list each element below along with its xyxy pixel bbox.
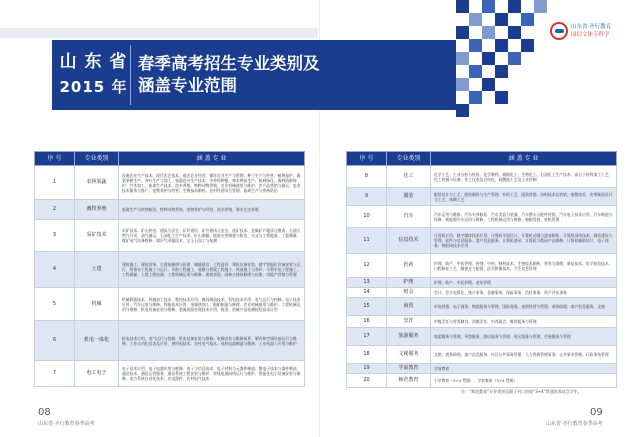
row-scope: 机电技术应用、电气运行与控制、机电设备安装与维修、电梯安装与维修保养、制冷和空调设备运行与维修、工业自动化仪表及应用、供用电技术、农村电气技术、电机电器制造与维修、工业机器人应用与维护 <box>119 321 305 361</box>
row-scope: 机械制造技术、机械加工技术、数控技术应用、模具制造技术、机电技术应用、电气运行与控制、电子技术应用、汽车运用与维修、焊接技术应用、金属热加工、船舶制造与修理、农业机械使用与维护、工程机械运用与维修、机电设备安装与维修、金属表面处理技术应用、钣金、机械产品检测检验技术应用 <box>119 288 305 321</box>
row-category: 信息技术 <box>387 228 431 254</box>
row-number: 1 <box>35 166 75 200</box>
footnote: 注：“师范教育”专业类别仅限于对口招收“3+4”贯通培养试点学生。 <box>461 389 582 394</box>
checker-square <box>495 65 508 78</box>
row-scope: 小学教育（3+4 贯通）、学前教育（3+4 贯通） <box>431 374 617 388</box>
header-scope: 涵 盖 专 业 <box>431 152 617 166</box>
year-label: 2015 年 <box>59 78 128 96</box>
row-number: 11 <box>347 228 387 254</box>
row-number: 12 <box>347 254 387 278</box>
row-category: 机电一体化 <box>75 321 119 361</box>
table-row <box>347 166 617 188</box>
row-scope: 文秘、商务助理、客户信息服务、社区公共事务管理、人力资源管理事务、公共事业管理、行政事务管理 <box>431 346 617 364</box>
checker-square <box>469 39 482 52</box>
row-number: 13 <box>347 278 387 288</box>
row-number: 14 <box>347 288 387 298</box>
footer-caption-right: 山东省·齐行教育春季高考 <box>546 421 603 427</box>
checker-square <box>456 26 469 39</box>
table-row <box>347 278 617 288</box>
checker-square <box>482 78 495 91</box>
row-scope: 会计、会计电算化、统计事务、金融事务、保险事务、信托事务、资产评估事务 <box>431 288 617 298</box>
row-number: 10 <box>347 206 387 228</box>
checker-square <box>495 39 508 52</box>
table-row <box>35 166 305 200</box>
row-scope: 畜禽生产与疾病防治、特种动物养殖、宠物养护与经营、淡水养殖、海水生态养殖 <box>119 200 305 220</box>
table-row <box>347 364 617 374</box>
table-row <box>347 328 617 346</box>
row-category: 机械 <box>75 288 119 321</box>
table-row <box>347 254 617 278</box>
table-row <box>347 188 617 206</box>
page-number-left: 08 <box>38 407 51 418</box>
row-category: 化工 <box>387 166 431 188</box>
row-number: 18 <box>347 346 387 364</box>
checker-square <box>508 0 521 13</box>
row-category: 旅游服务 <box>387 328 431 346</box>
table-header-row <box>347 152 617 166</box>
row-scope: 电子技术应用、电子电器应用与维修、电子与信息技术、电子材料与元器件制造、微电子技术与器件制造、通信技术、通信运营服务、通信系统工程安装与维护、有线电视网络运行与维护、智能化电子设备安装与维修、电力系统自动化技术、光电器件、农村电气技术 <box>119 361 305 387</box>
row-category: 商贸 <box>387 298 431 316</box>
row-number: 16 <box>347 316 387 328</box>
row-category: 畜牧养殖 <box>75 200 119 220</box>
header-scope: 涵 盖 专 业 <box>119 152 305 166</box>
checker-square <box>521 39 534 52</box>
title-line-2: 涵盖专业范围 <box>138 76 237 95</box>
checker-square <box>482 26 495 39</box>
table-row <box>347 206 617 228</box>
checker-square <box>482 52 495 65</box>
row-category: 医药 <box>387 254 431 278</box>
checker-square <box>521 13 534 26</box>
table-row <box>35 220 305 252</box>
row-number: 2 <box>35 200 75 220</box>
row-category: 采矿技术 <box>75 220 119 252</box>
row-number: 15 <box>347 298 387 316</box>
checker-square <box>469 65 482 78</box>
checker-square <box>508 26 521 39</box>
checker-square <box>508 52 521 65</box>
row-category: 护理 <box>387 278 431 288</box>
row-category: 服装 <box>387 188 431 206</box>
table-row <box>347 288 617 298</box>
row-scope: 旅游服务与管理、导游服务、酒店服务与管理、景区服务与管理、会展服务与管理 <box>431 328 617 346</box>
table-row <box>347 374 617 388</box>
table-header-row <box>35 152 305 166</box>
table-row <box>35 252 305 288</box>
row-scope: 汽车运用与维修、汽车车身修复、汽车美容与装潢、汽车整车与配件营销、汽车电子技术应用、汽车制造与检修、新能源汽车运用与维修、工程机械运用与维修、船舶驾驶、轮机管理 <box>431 206 617 228</box>
table-row <box>347 228 617 254</box>
row-number: 8 <box>347 166 387 188</box>
row-number: 5 <box>35 288 75 321</box>
row-scope: 中餐烹饪与营养膳食、西餐烹饪、中西面点、餐饮服务与管理 <box>431 316 617 328</box>
row-number: 9 <box>347 188 387 206</box>
checker-square <box>534 0 547 13</box>
checker-square <box>495 13 508 26</box>
left-category-table <box>34 151 305 387</box>
top-decorative-band <box>0 28 318 38</box>
province-label: 山 东 省 <box>59 52 128 72</box>
checker-square <box>456 0 469 13</box>
row-number: 4 <box>35 252 75 288</box>
header-no: 序 号 <box>347 152 387 166</box>
table-row <box>35 200 305 220</box>
row-number: 7 <box>35 361 75 387</box>
row-scope: 设施农业生产技术、现代农艺技术、观光农业经营、循环农业生产与管理、种子生产与经营、植物保护、蔬菜果树生产、茶叶生产与加工、果蔬花卉生产技术、中草药种植、林木种苗生产、园林绿化、森林资源保护、竹木加工、畜禽生产技术、淡水养殖、特种动物养殖、农业机械使用与维护、农产品营销与储运、农业技术服务与推广、宠物养护与经营、生物技术制药、农村经济综合管理、畜禽生产与疾病防治 <box>119 166 305 200</box>
row-number: 17 <box>347 328 387 346</box>
footer-caption-left: 山东省·齐行教育春季高考 <box>38 421 95 427</box>
header-category: 专业类别 <box>75 152 119 166</box>
page-number-right: 09 <box>590 407 603 418</box>
row-number: 3 <box>35 220 75 252</box>
row-number: 20 <box>347 374 387 388</box>
row-scope: 计算机应用、数字媒体技术应用、计算机平面设计、计算机动漫与游戏制作、计算机网络技术、网站建设与管理、软件与信息服务、客户信息服务、计算机速录、计算机与数码产品维修、计算机辅助设计、电子商务、物联网技术应用 <box>431 228 617 254</box>
row-number: 6 <box>35 321 75 361</box>
row-category: 文秘服务 <box>387 346 431 364</box>
table-row <box>347 298 617 316</box>
checker-square <box>456 52 469 65</box>
brand-line-2: 国信文体专科学 <box>571 32 610 38</box>
row-scope: 化学工艺、工业分析与检验、化学制药、精细化工、生物化工、石油化工生产技术、高分子材料加工工艺、化工机械与设备、化工仪表及自动化、硅酸盐工艺及工业控制 <box>431 166 617 188</box>
brand-text <box>571 23 611 39</box>
row-scope: 采矿技术、矿山机电、通风与安全、矿井建设、矿井通风与安全、选矿技术、金属矿产地质与勘查、石油天然气开采、油气储运、石油化工生产技术、矿山测量、地质灾害调查与防治、水文与工程地质、工程测量、煤矿电气设备维修、煤层气采输技术、宝玉石加工与检测 <box>119 220 305 252</box>
header-no: 序 号 <box>35 152 75 166</box>
row-category: 师范教育 <box>387 374 431 388</box>
title-line-1: 春季高考招生专业类别及 <box>138 54 320 73</box>
row-category: 烹饪 <box>387 316 431 328</box>
row-category: 电工电子 <box>75 361 119 387</box>
row-scope: 护理、助产、中医护理、老年护理 <box>431 278 617 288</box>
row-number: 19 <box>347 364 387 374</box>
brand-logo-icon <box>550 22 568 40</box>
row-category: 农林果蔬 <box>75 166 119 200</box>
table-row <box>347 346 617 364</box>
checker-square <box>482 0 495 13</box>
right-category-table <box>346 151 617 388</box>
table-row <box>347 316 617 328</box>
row-category: 财会 <box>387 288 431 298</box>
row-category: 土建 <box>75 252 119 288</box>
row-scope: 学前教育 <box>431 364 617 374</box>
row-scope: 服装设计与工艺、服装制作与生产管理、针织工艺、服装营销、纺织技术及营销、染整技术、皮革制品设计与工艺、丝绸工艺 <box>431 188 617 206</box>
checker-square <box>456 78 469 91</box>
checker-square <box>456 104 469 117</box>
header-category: 专业类别 <box>387 152 431 166</box>
row-category: 学前教育 <box>387 364 431 374</box>
table-row <box>35 321 305 361</box>
row-category: 汽车 <box>387 206 431 228</box>
checker-square <box>469 13 482 26</box>
checker-square <box>495 91 508 104</box>
checker-square <box>469 91 482 104</box>
table-row <box>35 361 305 387</box>
row-scope: 市场营销、电子商务、物流服务与管理、国际商务、连锁经营与管理、商务助理、客户信息服务、文秘 <box>431 298 617 316</box>
province-year-box <box>57 45 131 105</box>
row-scope: 护理、助产、中医护理、药剂、中药、制药技术、生物技术制药、营养与保健、康复技术、医学检验技术、口腔修复工艺、眼视光与配镜、医学影像技术、卫生信息管理 <box>431 254 617 278</box>
row-scope: 建筑施工、建筑装饰、古建筑修缮与仿建、城镇建设、工程造价、建筑设备安装、楼宇智能化设备安装与运行、给排水工程施工与运行、市政工程施工、道路与桥梁工程施工、铁道施工与养护、水利水电工程施工、工程测量、土建工程检测、工程机械运用与维修、建筑表现、园林古建筑修缮与仿建、房地产营销与管理 <box>119 252 305 288</box>
table-row <box>35 288 305 321</box>
brand-line-1: 山东省·齐行教育 <box>571 24 612 30</box>
page-title <box>138 53 320 97</box>
